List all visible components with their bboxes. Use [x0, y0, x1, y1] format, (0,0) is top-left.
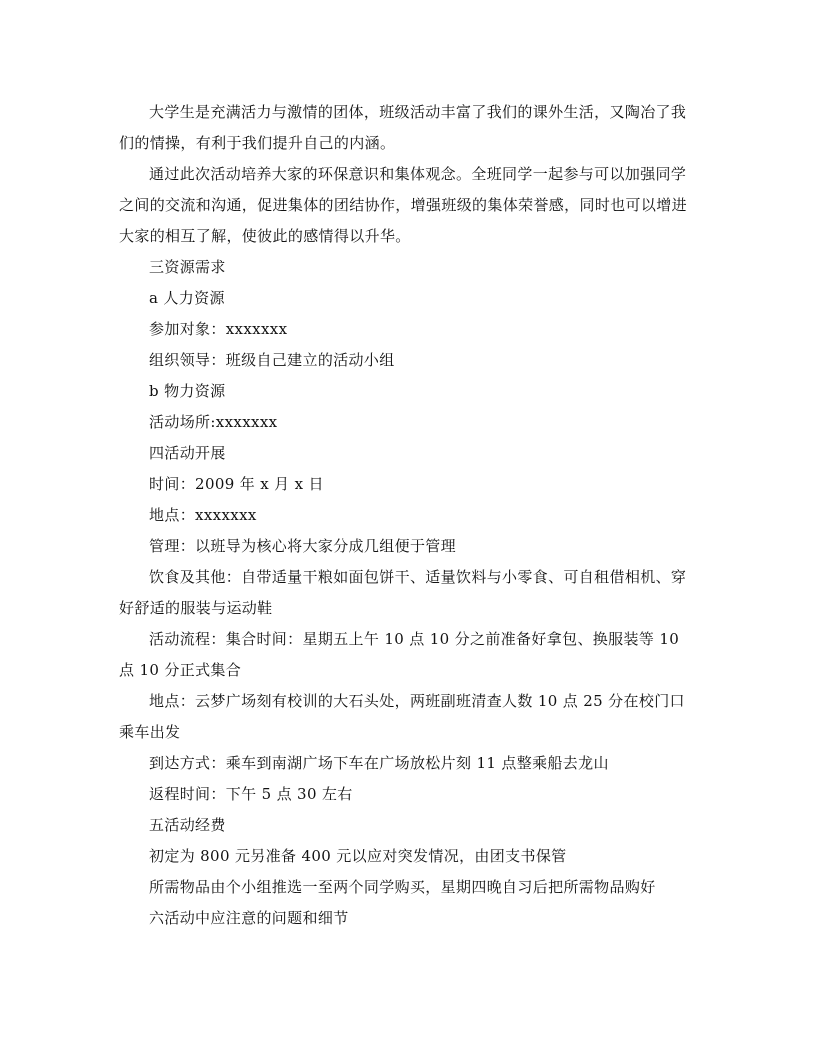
- document-body: [119, 97, 699, 934]
- time-line: 时间：2009 年 x 月 x 日: [149, 475, 324, 493]
- purchase-line: 所需物品由个小组推选一至两个同学购买，星期四晚自习后把所需物品购好: [149, 878, 656, 896]
- leaders-line: 组织领导：班级自己建立的活动小组: [149, 351, 395, 369]
- section-6-heading: 六活动中应注意的问题和细节: [149, 909, 349, 927]
- section-5-heading: 五活动经费: [149, 816, 226, 834]
- section-3-heading: 三资源需求: [149, 258, 226, 276]
- return-line: 返程时间：下午 5 点 30 左右: [149, 785, 353, 803]
- venue-line: 活动场所:xxxxxxx: [149, 413, 278, 431]
- human-resources-item: a 人力资源: [149, 289, 225, 307]
- section-4-heading: 四活动开展: [149, 444, 226, 462]
- arrival-line: 到达方式：乘车到南湖广场下车在广场放松片刻 11 点整乘船去龙山: [149, 754, 609, 772]
- process-paragraph: 活动流程：集合时间：星期五上午 10 点 10 分之前准备好拿包、换服装等 10 点 10 分正式集合: [119, 630, 680, 679]
- participants-line: 参加对象：xxxxxxx: [149, 320, 288, 338]
- intro-paragraph-1: 大学生是充满活力与激情的团体，班级活动丰富了我们的课外生活，又陶冶了我们的情操，有利于我们提升自己的内涵。: [119, 103, 687, 152]
- management-line: 管理：以班导为核心将大家分成几组便于管理: [149, 537, 457, 555]
- meeting-place-paragraph: 地点：云梦广场刻有校训的大石头处，两班副班清查人数 10 点 25 分在校门口乘车出发: [119, 692, 685, 741]
- food-paragraph: 饮食及其他：自带适量干粮如面包饼干、适量饮料与小零食、可自租借相机、穿好舒适的服装与运动鞋: [119, 568, 687, 617]
- intro-paragraph-2: 通过此次活动培养大家的环保意识和集体观念。全班同学一起参与可以加强同学之间的交流和沟通，促进集体的团结协作，增强班级的集体荣誉感，同时也可以增进大家的相互了解，使彼此的感情得以升华。: [119, 165, 687, 245]
- material-resources-item: b 物力资源: [149, 382, 226, 400]
- budget-line: 初定为 800 元另准备 400 元以应对突发情况，由团支书保管: [149, 847, 567, 865]
- place-line: 地点：xxxxxxx: [149, 506, 257, 524]
